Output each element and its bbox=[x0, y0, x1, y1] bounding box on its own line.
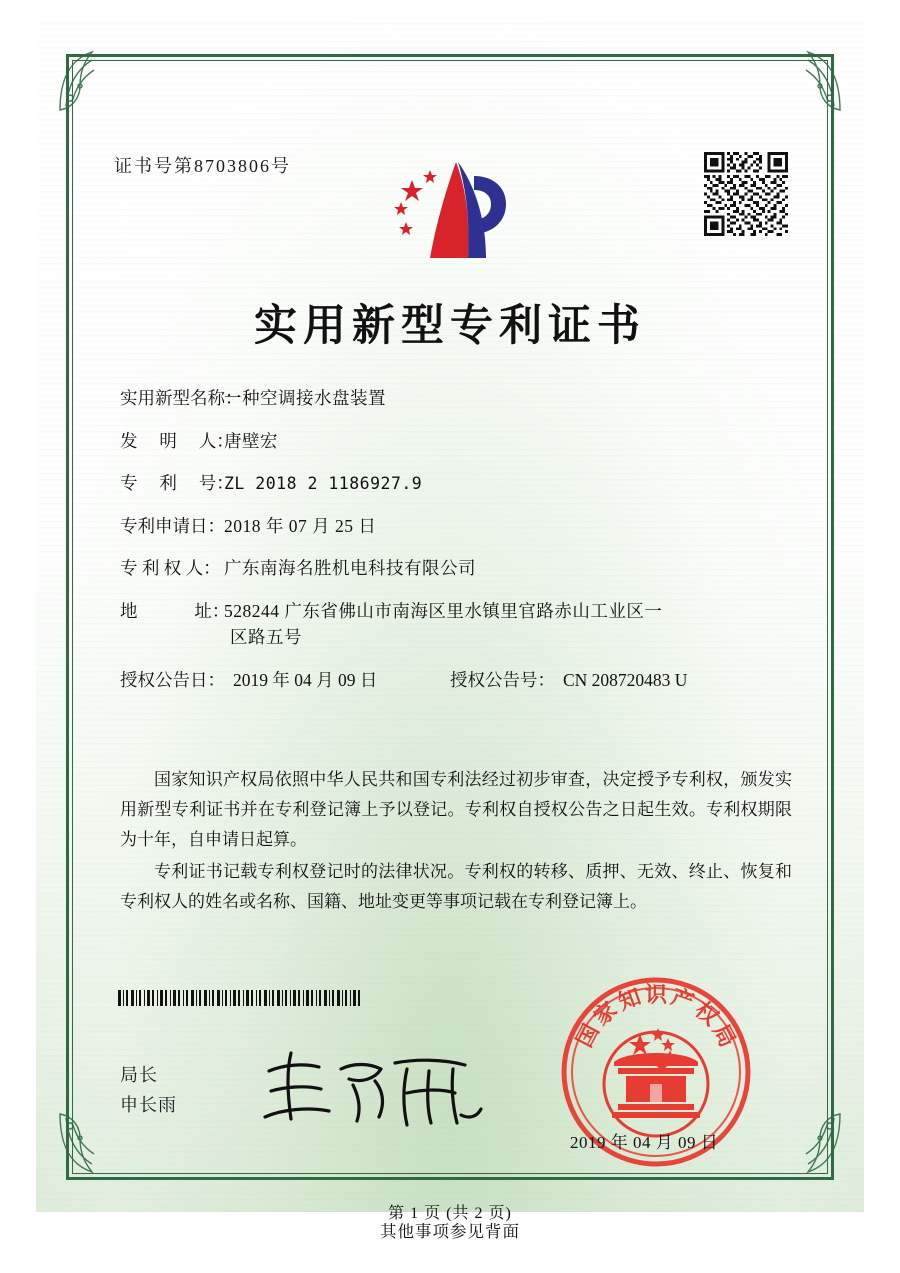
field-value bbox=[224, 600, 792, 647]
field-label: 专 利 权 人： bbox=[120, 558, 221, 578]
certificate-paper bbox=[36, 22, 864, 1222]
address-line-2: 区路五号 bbox=[230, 627, 302, 647]
grant-date-value: 2019 年 04 月 09 日 bbox=[233, 669, 378, 690]
field-value bbox=[224, 475, 792, 493]
director-title: 局长 bbox=[120, 1065, 158, 1085]
director-name: 申长雨 bbox=[120, 1095, 177, 1115]
svg-text:权: 权 bbox=[689, 996, 724, 1031]
field-value: 2018 年 07 月 25 日 bbox=[224, 515, 377, 536]
grant-date-group bbox=[120, 669, 450, 690]
cnipa-logo-icon bbox=[370, 158, 530, 266]
field-row-inventor bbox=[120, 430, 792, 451]
field-value: 唐壁宏 bbox=[224, 430, 278, 451]
field-row-address bbox=[120, 600, 792, 647]
paragraph-text: 专利证书记载专利权登记时的法律状况。专利权的转移、质押、无效、终止、恢复和专利权人的姓名或名称、国籍、地址变更等事项记载在专利登记簿上。 bbox=[120, 862, 792, 911]
field-row-application-date bbox=[120, 515, 792, 536]
footnote: 其他事项参见背面 bbox=[380, 1222, 520, 1241]
field-value: 一种空调接水盘装置 bbox=[224, 388, 386, 408]
director-signature-icon bbox=[257, 1045, 487, 1135]
field-label: 发 明 人： bbox=[120, 430, 234, 451]
svg-text:国: 国 bbox=[571, 1020, 605, 1052]
grant-number-value: CN 208720483 U bbox=[563, 669, 688, 690]
director-block bbox=[120, 1060, 177, 1120]
paragraph-text: 国家知识产权局依照中华人民共和国专利法经过初步审查，决定授予专利权，颁发实用新型专利证书并在专利登记簿上予以登记。专利权自授权公告之日起生效。专利权期限为十年，自申请日起算。 bbox=[120, 770, 792, 849]
certificate-content bbox=[72, 60, 828, 1222]
legal-paragraph-2 bbox=[120, 857, 792, 919]
page-title: 实用新型专利证书 bbox=[254, 301, 646, 351]
barcode-icon bbox=[118, 990, 363, 1006]
svg-text:局: 局 bbox=[707, 1020, 741, 1052]
svg-text:识: 识 bbox=[644, 982, 668, 1008]
grant-number-group bbox=[450, 669, 792, 690]
field-row-patent-number bbox=[120, 475, 792, 493]
seal-date: 2019 年 04 月 09 日 bbox=[570, 1133, 719, 1152]
svg-text:知: 知 bbox=[614, 983, 645, 1016]
field-label: 专利申请日： bbox=[120, 515, 225, 536]
field-label: 专 利 号： bbox=[120, 473, 234, 493]
page-indicator: 第 1 页 (共 2 页) bbox=[388, 1205, 512, 1222]
legal-paragraph-1 bbox=[120, 765, 792, 857]
grant-number-label: 授权公告号： bbox=[450, 669, 555, 690]
qr-code-icon bbox=[704, 152, 788, 236]
svg-text:家: 家 bbox=[588, 996, 623, 1031]
svg-text:产: 产 bbox=[667, 983, 698, 1016]
field-row-utility-model-name bbox=[120, 390, 792, 408]
address-line-1: 528244 广东省佛山市南海区里水镇里官路赤山工业区一 bbox=[224, 600, 663, 621]
field-value: 广东南海名胜机电科技有限公司 bbox=[224, 558, 476, 578]
field-label: 地 址： bbox=[120, 600, 230, 621]
field-row-grant bbox=[120, 669, 792, 690]
grant-date-label: 授权公告日： bbox=[120, 669, 225, 690]
patent-fields bbox=[120, 390, 792, 707]
field-label: 实用新型名称： bbox=[120, 388, 243, 408]
field-row-patentee bbox=[120, 560, 792, 578]
patent-number-value: ZL 2018 2 1186927.9 bbox=[224, 474, 423, 493]
certificate-number: 证书号第8703806号 bbox=[114, 156, 291, 176]
